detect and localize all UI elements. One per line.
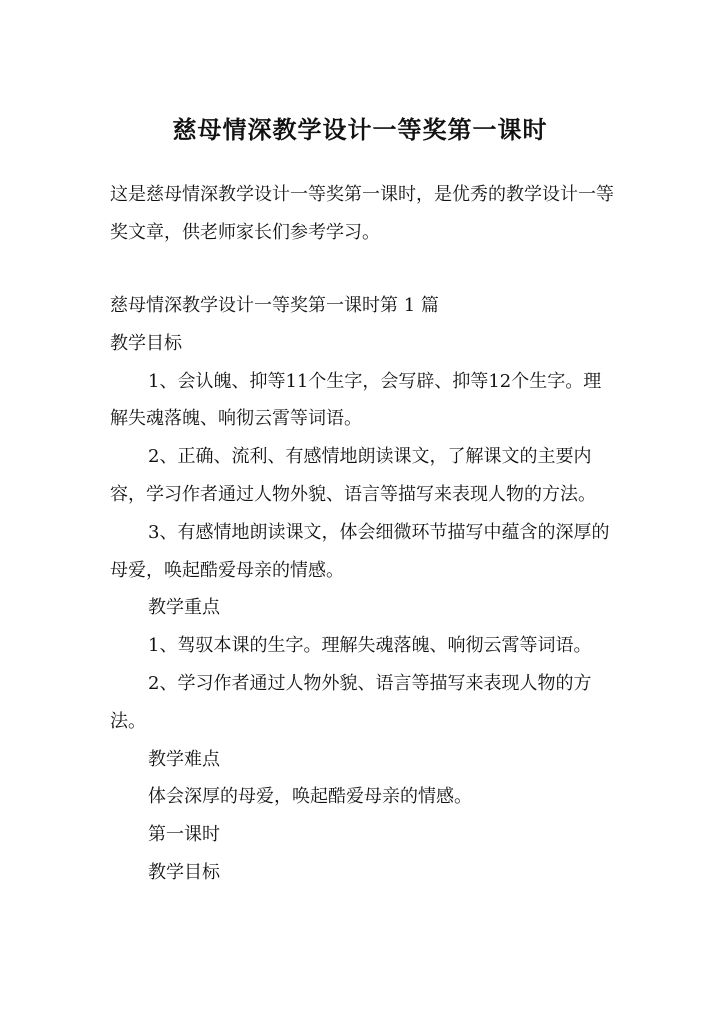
difficulty-heading: 教学难点 [148, 748, 220, 770]
difficulty-text: 体会深厚的母爱，唤起酷爱母亲的情感。 [148, 786, 472, 808]
objective-item: 2、正确、流利、有感情地朗读课文，了解课文的主要内容，学习作者通过人物外貌、语言等描写来表现人物的方法。 [110, 446, 596, 505]
key-points-heading: 教学重点 [148, 597, 220, 619]
intro-paragraph: 这是慈母情深教学设计一等奖第一课时，是优秀的教学设计一等奖文章，供老师家长们参考学习。 [110, 184, 614, 243]
lesson-objectives-heading: 教学目标 [148, 861, 220, 883]
objective-item: 1、会认魄、抑等11个生字，会写辟、抑等12个生字。理解失魂落魄、响彻云霄等词语。 [110, 370, 602, 430]
key-point-item: 2、学习作者通过人物外貌、语言等描写来表现人物的方法。 [110, 672, 592, 732]
document-title: 慈母情深教学设计一等奖第一课时 [172, 115, 548, 144]
document-body [110, 287, 615, 892]
section-heading: 慈母情深教学设计一等奖第一课时第 1 篇 [110, 295, 439, 316]
objective-item: 3、有感情地朗读课文，体会细微环节描写中蕴含的深厚的母爱，唤起酷爱母亲的情感。 [110, 521, 610, 581]
lesson-heading: 第一课时 [148, 824, 220, 846]
objectives-heading: 教学目标 [110, 332, 182, 354]
key-point-item: 1、驾驭本课的生字。理解失魂落魄、响彻云霄等词语。 [148, 635, 592, 657]
